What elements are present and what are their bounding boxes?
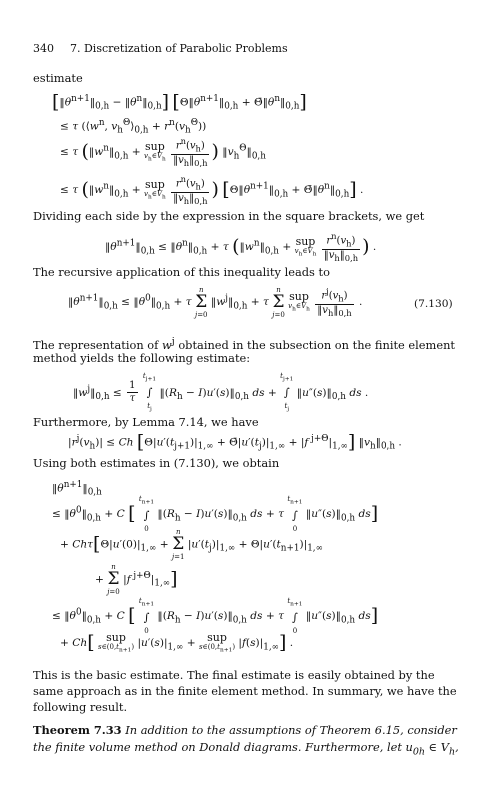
equation-1a: [$‖\theta^{n+1}‖_{0,h}$ − $‖\theta^n‖_{0,h}$] [$\Theta‖\theta^{n+1}‖_{0,h}$ + $\Thetā‖\theta^n‖_{0,h}$] — [52, 91, 307, 114]
text-basic-estimate-line1: This is the basic estimate. The final estimate is easily obtained by the — [33, 668, 435, 682]
text-basic-estimate-line3: following result. — [33, 700, 128, 714]
text-dividing: Dividing each side by the expression in the square brackets, we get — [33, 209, 425, 223]
text-using-both: Using both estimates in (7.130), we obtain — [33, 456, 280, 470]
theorem-line2: the finite volume method on Donald diagrams. Furthermore, let $u_{0h}$ ∈ $V_h$, — [33, 740, 459, 758]
equation-2: $‖\theta^{n+1}‖_{0,h}$ ≤ $‖\theta^n‖_{0,h} + \tau$ ($‖w^n‖_{0,h}$ + sup $v_h\in V_h$ $\frac{r^n(v_h)}{‖v_h‖_{0,h}}$ ) . — [105, 231, 377, 264]
equation-3: $‖\theta^{n+1}‖_{0,h}$ ≤ $‖\theta^0‖_{0,h} + \tau$ n Σ j=0 $‖w^j‖_{0,h} + \tau$ n Σ j=0 sup $v_h\in V_h$ $\frac{r^j(v_h)}{‖v_h‖_{0,h}}$ . — [68, 285, 363, 319]
equation-6e: ≤ $‖\theta^0‖_{0,h} + C$ [ $t_{n+1}$ ∫ 0 $‖(R_h$ − $I)u'(s)‖_{0,h}$ ds + τ $t_{n+1}$ ∫ 0 $‖u''(s)‖_{0,h}$ ds] — [52, 597, 379, 636]
theorem-line1: Theorem 7.33 In addition to the assumptions of Theorem 6.15, consider — [33, 723, 457, 737]
text-representation-line2: method yields the following estimate: — [33, 351, 251, 365]
equation-6a: $‖\theta^{n+1}‖_{0,h}$ — [52, 480, 102, 498]
running-title: 7. Discretization of Parabolic Problems — [70, 42, 288, 55]
equation-1c: ≤ τ ($‖w^n‖_{0,h}$ + sup $v_h\in V_h$ $\frac{r^n(v_h)}{‖v_h‖_{0,h}}$ ) $‖v_h^\Theta‖_{0,h}$ — [60, 136, 266, 169]
equation-1d: ≤ τ ($‖w^n‖_{0,h}$ + sup $v_h\in V_h$ $\frac{r^n(v_h)}{‖v_h‖_{0,h}}$ ) [$\Theta‖\theta^{n+1}‖_{0,h}$ + $\Thetā‖\theta^n‖_{0,h}$] . — [60, 174, 364, 207]
page-number: 340 — [33, 42, 54, 55]
equation-6b: ≤ $‖\theta^0‖_{0,h} + C$ [ $t_{n+1}$ ∫ 0 $‖(R_h$ − $I)u'(s)‖_{0,h}$ ds + τ $t_{n+1}$ ∫ 0 $‖u''(s)‖_{0,h}$ ds] — [52, 495, 379, 534]
text-basic-estimate-line2: same approach as in the finite element method. In summary, we have the — [33, 684, 457, 698]
equation-1b: ≤ τ ($⟨w^n$, $v_h^\Theta⟩_{0,h} + r^n(v_h^\Theta)$) — [60, 118, 207, 136]
text-recursive: The recursive application of this inequality leads to — [33, 265, 330, 279]
theorem-label: Theorem 7.33 — [33, 723, 122, 737]
equation-6f: + Ch[ sup $s\in(0,t_{n+1})$ $|u'(s)|_{1,\infty}$ + sup $s\in(0,t_{n+1})$ $|f(s)|_{1,\infty}$] . — [60, 631, 294, 654]
equation-6c: + $Ch\tau[\Theta|u'(0)|_{1,\infty}$ + n Σ j=1 $|u'(t_j)|_{1,\infty} + \Theta|u'(t_{n+1})|_{1,\infty}$ — [60, 528, 323, 561]
text-estimate: estimate — [33, 71, 83, 85]
equation-number: (7.130) — [414, 298, 453, 310]
text-lemma: Furthermore, by Lemma 7.14, we have — [33, 415, 259, 429]
text-representation-line1: The representation of $w^j$ obtained in the subsection on the finite element — [33, 336, 455, 352]
equation-6d: + n Σ j=0 |f $^{j+\Theta}|_{1,\infty}$] — [95, 563, 178, 596]
equation-5: $|r^j(v_h)| \le Ch$ [$\Theta|u'(t_{j+1})|_{1,\infty}$ + $\Thetā|u'(t_j)|_{1,\infty} + |f$ $^{j+\Theta}|_{1,\infty}$] $‖v_h‖_{0,h}$ . — [68, 431, 402, 454]
equation-4: $‖w^j‖_{0,h}$ ≤ $\frac{1}{\tau}$ $t_{j+1}$ ∫ $t_j$ $‖(R_h$ − $I)u'(s)‖_{0,h}$ ds + $t_{j+1}$ ∫ $t_j$ $‖u''(s)‖_{0,h}$ ds . — [73, 372, 369, 413]
